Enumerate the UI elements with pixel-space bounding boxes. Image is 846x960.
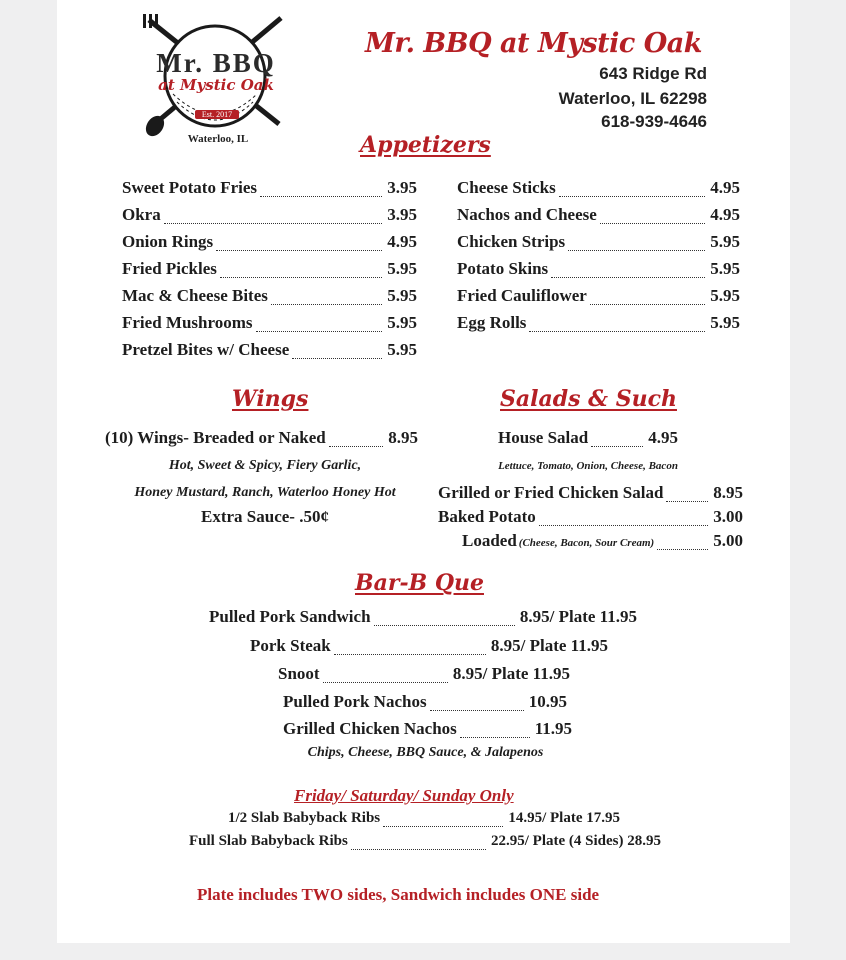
menu-item: Full Slab Babyback Ribs 22.95/ Plate (4 Sides) 28.95: [189, 833, 661, 849]
menu-item: Pork Steak 8.95/ Plate 11.95: [250, 636, 608, 655]
wings-flavors: Hot, Sweet & Spicy, Fiery Garlic,: [168, 458, 362, 473]
menu-item: Okra 3.95: [122, 205, 417, 224]
loaded-note: (Cheese, Bacon, Sour Cream): [518, 537, 655, 549]
nachos-description: Chips, Cheese, BBQ Sauce, & Jalapenos: [307, 745, 544, 760]
appetizers-heading: Appetizers: [360, 132, 491, 158]
menu-item: Pulled Pork Sandwich 8.95/ Plate 11.95: [209, 607, 637, 626]
menu-item: Nachos and Cheese 4.95: [457, 205, 740, 224]
menu-item: Cheese Sticks 4.95: [457, 178, 740, 197]
sides-note: Plate includes TWO sides, Sandwich includes ONE side: [197, 885, 600, 904]
menu-item: Loaded (Cheese, Bacon, Sour Cream) 5.00: [462, 531, 743, 550]
menu-item: Grilled or Fried Chicken Salad 8.95: [438, 483, 743, 502]
menu-item: Onion Rings 4.95: [122, 232, 417, 251]
menu-item: Sweet Potato Fries 3.95: [122, 178, 417, 197]
menu-item: Chicken Strips 5.95: [457, 232, 740, 251]
menu-item: 1/2 Slab Babyback Ribs 14.95/ Plate 17.95: [228, 810, 620, 826]
menu-item: Baked Potato 3.00: [438, 507, 743, 526]
salads-heading: Salads & Such: [500, 386, 677, 412]
menu-item: Pretzel Bites w/ Cheese 5.95: [122, 340, 417, 359]
menu-item: House Salad 4.95: [498, 428, 678, 447]
menu-item: Fried Pickles 5.95: [122, 259, 417, 278]
logo: [133, 14, 298, 149]
menu-item: Grilled Chicken Nachos 11.95: [283, 719, 572, 738]
menu-item: Fried Cauliflower 5.95: [457, 286, 740, 305]
logo-est-badge: Est. 2017: [195, 110, 239, 119]
menu-item: Fried Mushrooms 5.95: [122, 313, 417, 332]
logo-city: Waterloo, IL: [187, 133, 249, 145]
weekend-heading: Friday/ Saturday/ Sunday Only: [294, 786, 514, 805]
wings-item: (10) Wings- Breaded or Naked 8.95: [105, 428, 418, 447]
phone-number: 618-939-4646: [601, 112, 707, 131]
wings-extra-sauce: Extra Sauce- .50¢: [201, 507, 329, 526]
bbq-heading: Bar-B Que: [355, 570, 484, 596]
address-street: 643 Ridge Rd: [599, 64, 707, 83]
wings-heading: Wings: [232, 386, 309, 412]
menu-item: Pulled Pork Nachos 10.95: [283, 692, 567, 711]
address-city: Waterloo, IL 62298: [558, 89, 707, 108]
house-salad-description: Lettuce, Tomato, Onion, Cheese, Bacon: [498, 460, 678, 472]
menu-item: Potato Skins 5.95: [457, 259, 740, 278]
wings-flavors: Honey Mustard, Ranch, Waterloo Honey Hot: [134, 485, 396, 500]
restaurant-title: Mr. BBQ at Mystic Oak: [365, 28, 702, 59]
menu-item: Mac & Cheese Bites 5.95: [122, 286, 417, 305]
menu-item: Snoot 8.95/ Plate 11.95: [278, 664, 570, 683]
logo-subtitle: at Mystic Oak: [158, 76, 274, 94]
menu-item: Egg Rolls 5.95: [457, 313, 740, 332]
logo-name: Mr. BBQ: [156, 48, 276, 78]
